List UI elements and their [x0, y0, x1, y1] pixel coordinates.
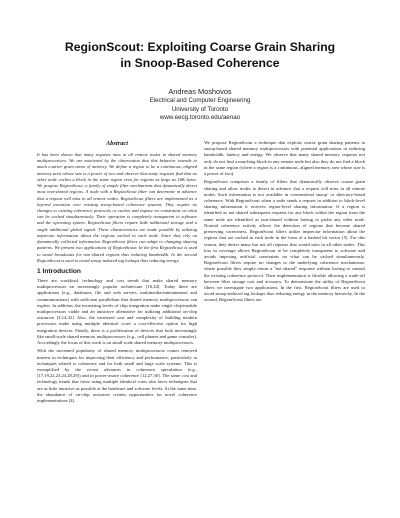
author-university: University of Toronto	[171, 105, 229, 113]
paper-title	[40, 40, 360, 71]
introduction-paragraph-2: With the increased popularity of shared memory multiprocessors comes renewed interest in techniques for improving their efficiency and performance, particularly in techniques related to coherence and for both small and large scale systems. This is exemplified by the recent advances in coherence speculation (e.g., [17,19,22,23,24,28,29]) and in power-aware coherence [12,27,30]. The same cost and technology trends that favor using multiple identical cores also favor techniques that are as little intrusive as possible at the hardware and software levels. At the same time, the abundance of on-chip resources creates opportunities for novel coherence implementations [4].	[37, 348, 197, 404]
abstract-heading: Abstract	[105, 140, 128, 147]
author-url: www.eecg.toronto.edu/aenao	[159, 114, 241, 122]
paper-title-line-1: RegionScout: Exploiting Coarse Grain Sharing	[64, 40, 336, 54]
introduction-paragraph-1: There are workload, technology and cost trends that make shared memory multiprocessors an increasingly popular architecture [16,24]. Today there are applications (e.g., databases, file and web servers, multimedia/entertainment and communications) with sufficient parallelism that shared memory multiprocessors can exploit. In addition, the increasing levels of chip integration make single chip/module multiprocessors viable and an attractive alternative for utilizing additional on-chip resources [4,14,32]. Also, the increased cost and complexity of building modern processors make using multiple identical cores a cost-effective option for high integration devices. Finally, there is a proliferation of devices that look increasingly like small-scale shared memory multiprocessors (e.g., cell phones and game consoles). Accordingly the focus of this work is on small-scale shared memory multiprocessors.	[37, 277, 197, 346]
author-name: Andreas Moshovos	[168, 87, 232, 96]
author-block	[60, 87, 340, 123]
author-department: Electrical and Computer Engineering	[149, 97, 251, 104]
introduction-paragraph-3: We propose RegionScout a technique that exploits coarse grain sharing patterns in snoop-based shared memory multiprocessors with potential applications in reducing bandwidth, latency and energy. We observe that many shared memory requests not only do not find a matching block in any remote node but also they do not find a block in the same region (where a region is a continuous, aligned memory area whose size is a power of two).	[204, 140, 365, 177]
right-column	[204, 140, 365, 306]
introduction-paragraph-4: RegionScout comprises a family of filters that dynamically observe coarse grain sharing and allow nodes to detect in advance that a request will miss in all remote nodes. Such information is not available in conventional snoop- or directory-based coherence. With RegionScout when a node sends a request in addition to block-level sharing information it receives region-level sharing information. If a region is identified as not shared subsequent requests for any block within the region from the same node are identified as non-shared without having to probe any other node. Normal coherence activity allows the detection of regions that become shared preserving correctness. RegionScout filters utilize imprecise information about the regions that are cached in each node in the form of a hashed bit vector [5]. For this reason, they detect many but not all requests that would miss in all other nodes. This loss in coverage allows RegionScout to be completely transparent to software and avoids imposing artificial constraints on what can be cached simultaneously. RegionScout filters require no changes to the underlying coherence mechanisms: where possible they simply return a "not shared" response without having to consult the existing coherence protocol. Their implementation is flexible allowing a trade-off between filter storage cost and accuracy. To demonstrate the utility of RegionScout filters we investigate two applications. In the first, RegionScout filters are used to avoid snoop-induced tag lookups thus reducing energy in the memory hierarchy. In the second, RegionScout filters are	[204, 179, 365, 303]
introduction-heading: 1 Introduction	[37, 267, 81, 275]
left-column	[37, 140, 197, 406]
paper-title-line-2: in Snoop-Based Coherence	[120, 55, 280, 70]
abstract-text: It has been shown that many requests miss in all remote nodes in shared memory multiprocessors. We are motivated by the observation that this behavior extends to much coarser grain areas of memory. We define a region to be a continuous, aligned memory area whose size is a power of two and observe that many requests find that no other node caches a block in the same region even for regions as large as 16K bytes. We propose RegionScout, a family of simple filter mechanisms that dynamically detect most non-shared regions. A node with a RegionScout filter can determine in advance that a request will miss in all remote nodes. RegionScout filters are implemented as a layered extension over existing snoop-based coherence systems. They require no changes to existing coherence protocols or caches and impose no constraints on what can be cached simultaneously. Their operation is completely transparent to software and the operating system. RegionScout filters require little additional storage and a single additional global signal. These characteristics are made possible by utilizing imprecise information about the regions cached in each node. Since they rely on dynamically collected information RegionScout filters can adapt to changing sharing patterns. We present two applications of RegionScout: In the first RegionScout is used to avoid broadcasts for non-shared regions thus reducing bandwidth. In the second RegionScout is used to avoid snoop induced tag lookups thus reducing energy.	[37, 152, 197, 263]
